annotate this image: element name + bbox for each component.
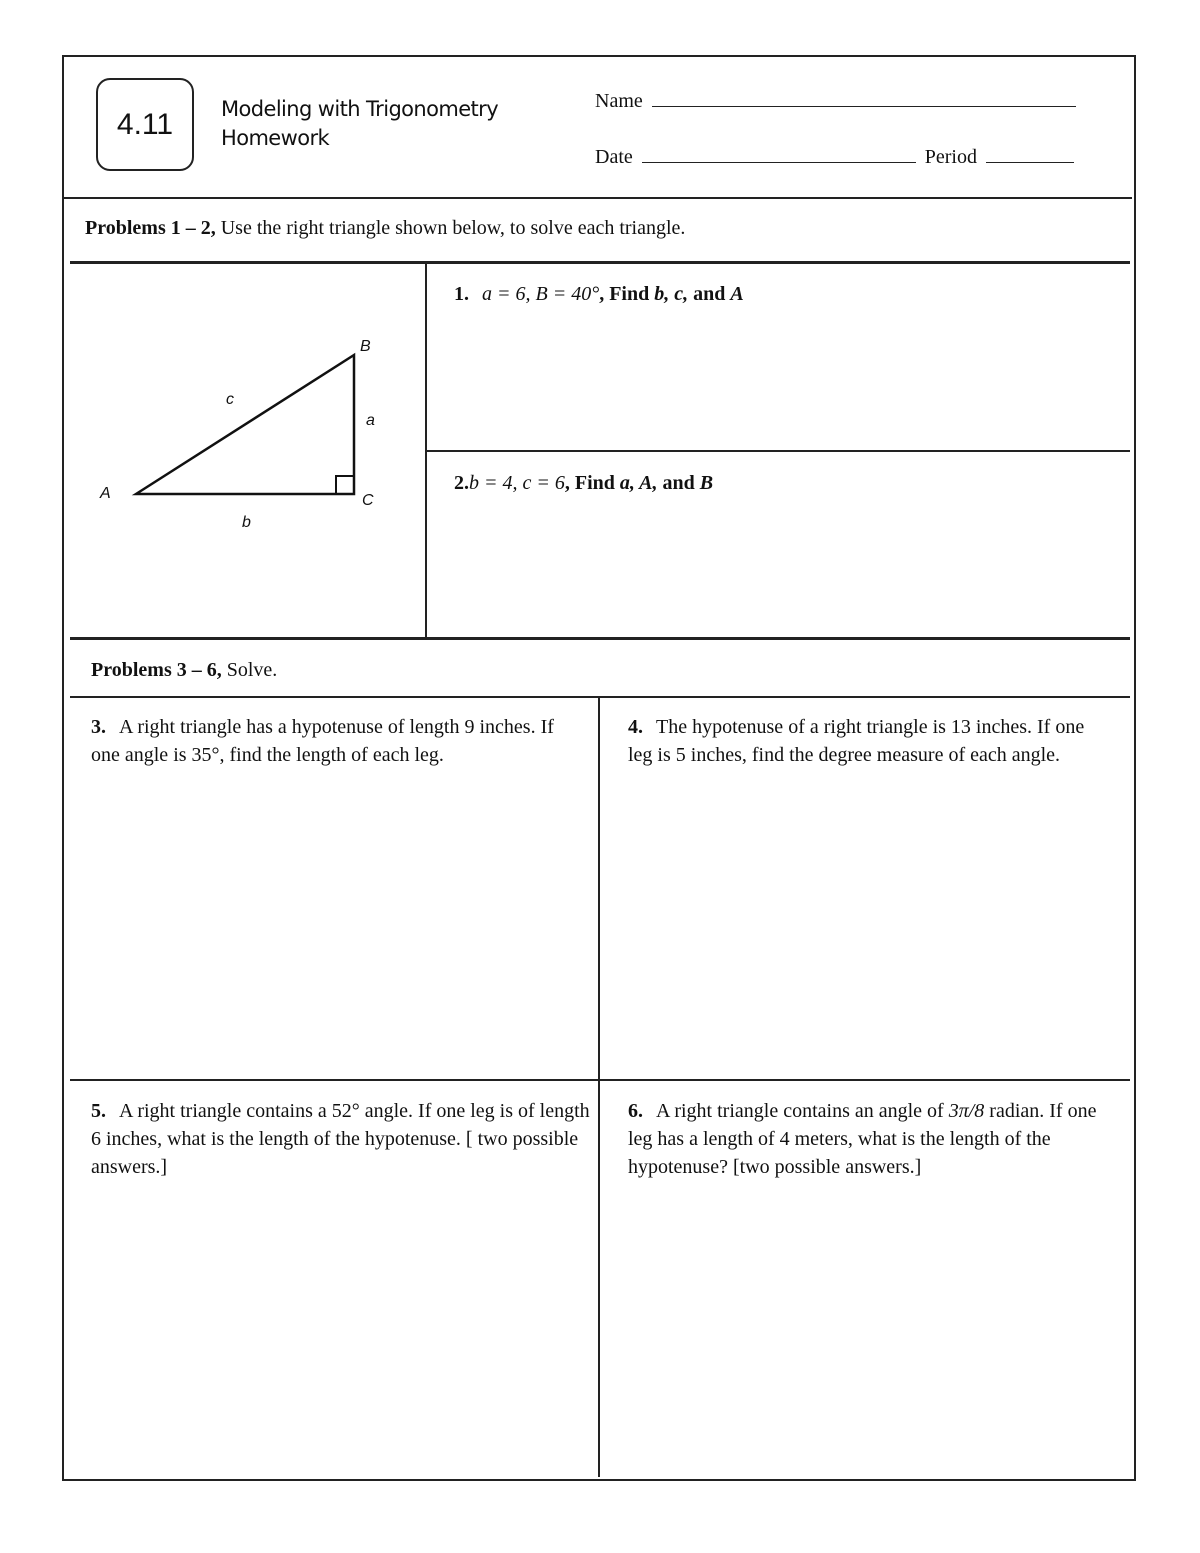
triangle-shape	[136, 355, 354, 494]
problem-6-text-after: radian. If one leg has a length of 4 meters, what is the length of the hypotenuse? [two possible answers.]	[628, 1100, 1097, 1178]
header-divider	[62, 197, 1132, 199]
section2-heading-rule	[70, 696, 1130, 698]
problem-6	[628, 1097, 1098, 1181]
problem-2-last-target: B	[699, 472, 714, 494]
date-blank[interactable]	[642, 146, 916, 163]
problem-5-text: A right triangle contains a 52° angle. If one leg is of length 6 inches, what is the length of the hypotenuse. [ two possible answers.]	[91, 1100, 590, 1178]
section2-center-divider	[598, 697, 600, 1477]
problem-2-targets: a, A,	[619, 472, 658, 494]
problem-1-number: 1.	[454, 283, 469, 305]
date-period-row	[595, 146, 1074, 169]
section1-heading-bold: Problems 1 – 2,	[85, 217, 216, 239]
name-field[interactable]	[595, 90, 1076, 113]
problem-1	[454, 280, 744, 308]
problem-4-number: 4.	[628, 716, 643, 738]
side-c-label: c	[226, 391, 234, 408]
problem-5	[91, 1097, 591, 1181]
side-a-label: a	[366, 412, 375, 429]
section1-heading-text: Use the right triangle shown below, to solve each triangle.	[215, 217, 686, 239]
problem-4-text: The hypotenuse of a right triangle is 13 inches. If one leg is 5 inches, find the degree measure of each angle.	[628, 716, 1085, 766]
name-label: Name	[595, 90, 643, 112]
section2-top-rule	[70, 637, 1130, 640]
problem-4	[628, 713, 1108, 769]
problem-3-text: A right triangle has a hypotenuse of length 9 inches. If one angle is 35°, find the length of each leg.	[91, 716, 554, 766]
worksheet-title	[221, 95, 551, 153]
title-line-1: Modeling with Trigonometry	[221, 97, 499, 121]
vertex-b-label: B	[360, 338, 371, 355]
name-blank[interactable]	[652, 90, 1076, 107]
lesson-number-badge	[96, 78, 194, 171]
problem-6-number: 6.	[628, 1100, 643, 1122]
problem-5-number: 5.	[91, 1100, 106, 1122]
problem-2-number: 2.	[454, 472, 469, 494]
problem-1-find-word: , Find	[599, 283, 655, 305]
problem-1-targets: b, c,	[654, 283, 689, 305]
section2-heading-bold: Problems 3 – 6,	[91, 659, 222, 681]
problem-1-given: a = 6, B = 40°	[482, 283, 600, 305]
problem-1-and: and	[688, 283, 731, 305]
problem-2-and: and	[657, 472, 700, 494]
period-blank[interactable]	[986, 146, 1074, 163]
vertex-c-label: C	[362, 492, 374, 509]
problem-2	[454, 469, 713, 497]
problem-6-text-before: A right triangle contains an angle of	[656, 1100, 949, 1122]
date-label: Date	[595, 146, 633, 168]
section2-middle-rule	[70, 1079, 1130, 1081]
problem-1-last-target: A	[730, 283, 744, 305]
problem-2-given: b = 4, c = 6	[469, 472, 565, 494]
problem1-2-divider	[426, 450, 1130, 452]
problem-3	[91, 713, 586, 769]
period-label: Period	[924, 146, 977, 168]
problem-3-number: 3.	[91, 716, 106, 738]
section1-heading	[85, 217, 685, 240]
problem-6-angle: 3π/8	[948, 1100, 985, 1122]
section2-heading	[91, 659, 277, 682]
vertex-a-label: A	[100, 485, 111, 502]
section2-heading-text: Solve.	[221, 659, 278, 681]
side-b-label: b	[242, 514, 251, 531]
right-angle-marker	[336, 476, 354, 494]
right-triangle-diagram	[80, 320, 410, 550]
lesson-number: 4.11	[116, 107, 174, 141]
section1-top-rule	[70, 261, 1130, 264]
title-line-2: Homework	[221, 126, 330, 150]
problem-2-find-word: , Find	[564, 472, 620, 494]
